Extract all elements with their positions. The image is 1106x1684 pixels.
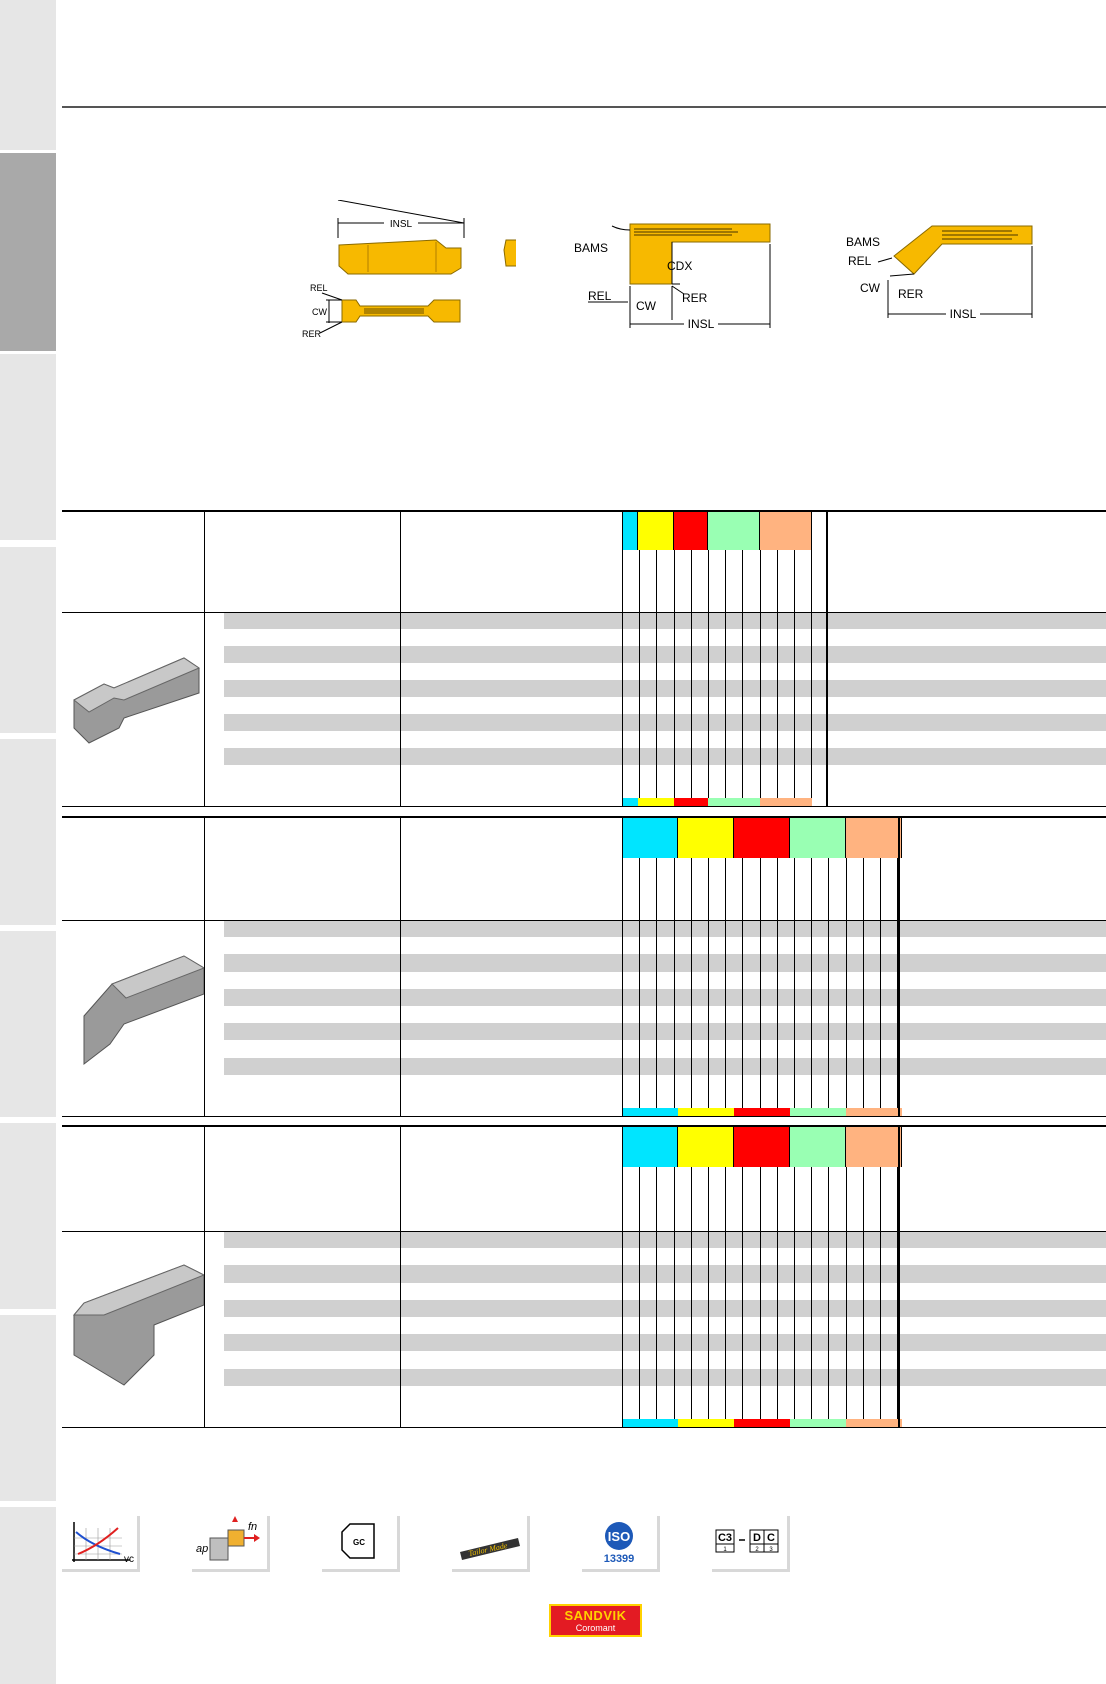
feature-icons-row (62, 1516, 862, 1576)
tailor-made-icon[interactable] (452, 1516, 530, 1572)
c3-label: C3 (717, 1532, 733, 1544)
d-label: D (753, 1532, 761, 1544)
t2-iso-K-header (734, 818, 790, 858)
t3-iso-M-header (678, 1127, 734, 1167)
t2-grade-column-line (691, 858, 692, 1108)
t1-iso-N-header (708, 512, 760, 550)
t3-header-rule (62, 1231, 1106, 1232)
t3-iso-P-header (622, 1127, 678, 1167)
t2-iso-P-header (622, 818, 678, 858)
t3-grade-column-line (656, 1167, 657, 1419)
t1-grade-column-line (639, 550, 640, 798)
t3-iso-N-header (790, 1127, 846, 1167)
side-tab-4[interactable] (0, 547, 56, 733)
t1-iso-N-footer (708, 798, 760, 806)
d3-cw-label: CW (860, 281, 880, 295)
side-tab-3[interactable] (0, 354, 56, 540)
t1-table-row (224, 646, 1106, 663)
t3-grade-column-line (880, 1167, 881, 1419)
t2-table-row (224, 954, 1106, 971)
t2-table-row (224, 989, 1106, 1006)
t2-grade-column-line (777, 858, 778, 1108)
t2-grade-column-line (708, 858, 709, 1108)
t2-table-row (224, 1023, 1106, 1040)
t2-iso-M-header (678, 818, 734, 858)
sandvik-coromant-logo (549, 1604, 642, 1637)
t1-grade-area-right (826, 510, 828, 806)
ap-label: ap (196, 1543, 209, 1555)
t2-table-row (224, 1040, 1106, 1057)
c3-dc-icon[interactable] (712, 1516, 790, 1572)
t1-grade-column-line (691, 550, 692, 798)
t1-grade-column-line (742, 550, 743, 798)
d2-bams-label: BAMS (574, 241, 609, 255)
t1-grade-column-line (674, 550, 675, 798)
logo-sub: Coromant (575, 1622, 616, 1633)
d3-rer-label: RER (898, 287, 924, 301)
insert-table-1 (62, 510, 1106, 815)
t2-column-separator (400, 816, 401, 1116)
t3-grade-column-line (639, 1167, 640, 1419)
t1-table-row (224, 629, 1106, 646)
t2-grade-column-line (656, 858, 657, 1108)
insert-table-2 (62, 816, 1106, 1124)
t2-header-rule (62, 920, 1106, 921)
t3-iso-N-footer (790, 1419, 846, 1427)
t1-iso-P-footer (622, 798, 638, 806)
insert-diagram-l-shape (572, 200, 782, 340)
t3-bottom-rule (62, 1427, 1106, 1428)
t1-column-separator (400, 510, 401, 806)
t1-table-row (224, 731, 1106, 748)
vc-label: vc (124, 1554, 134, 1565)
t3-grade-column-line (742, 1167, 743, 1419)
d2-cdx-label: CDX (667, 259, 693, 273)
iso-label: ISO (607, 1529, 631, 1544)
t3-column-separator (204, 1125, 205, 1427)
t3-grade-area-left (622, 1125, 623, 1427)
t2-iso-S-footer (846, 1108, 902, 1116)
t1-bottom-rule (62, 806, 1106, 807)
t1-iso-M-footer (638, 798, 674, 806)
t2-grade-column-line (639, 858, 640, 1108)
d3-rel-label: REL (848, 254, 872, 268)
d1-rel-label: REL (310, 283, 328, 293)
t1-iso-P-header (622, 512, 638, 550)
t3-grade-column-line (777, 1167, 778, 1419)
t2-grade-column-line (880, 858, 881, 1108)
t1-grade-column-line (708, 550, 709, 798)
gc-label: GC (353, 1538, 365, 1547)
d2-rel-label: REL (588, 289, 612, 303)
t1-iso-M-header (638, 512, 674, 550)
t2-iso-N-header (790, 818, 846, 858)
t3-iso-M-footer (678, 1419, 734, 1427)
t1-grade-column-line (656, 550, 657, 798)
t1-table-row (224, 663, 1106, 680)
t2-iso-M-footer (678, 1108, 734, 1116)
t3-iso-K-footer (734, 1419, 790, 1427)
side-tab-6[interactable] (0, 931, 56, 1117)
t2-iso-K-footer (734, 1108, 790, 1116)
t1-grade-area-left (622, 510, 623, 806)
t3-table-row (224, 1386, 1106, 1403)
t1-table-row (224, 612, 1106, 629)
t2-iso-P-footer (622, 1108, 678, 1116)
t3-table-row (224, 1317, 1106, 1334)
d2-insl-label: INSL (687, 317, 715, 331)
t2-grade-column-line (742, 858, 743, 1108)
t2-grade-column-line (863, 858, 864, 1108)
d3-insl-label: INSL (949, 307, 977, 321)
d3-bams-label: BAMS (846, 235, 881, 249)
insert-diagram-angled (842, 200, 1042, 325)
t2-column-separator (204, 816, 205, 1116)
t3-table-row (224, 1300, 1106, 1317)
t3-table-row (224, 1283, 1106, 1300)
t1-table-row (224, 714, 1106, 731)
n1-label: 1 (723, 1547, 727, 1553)
t3-grade-column-line (708, 1167, 709, 1419)
header-rule (62, 106, 1106, 108)
t3-grade-column-line (811, 1167, 812, 1419)
t1-iso-S-header (760, 512, 812, 550)
fn-label: fn (248, 1521, 258, 1533)
n2-label: 2 (755, 1547, 759, 1553)
insert-diagram-straight (296, 200, 516, 345)
d2-cw-label: CW (636, 299, 656, 313)
t2-table-row (224, 937, 1106, 954)
t2-table-row (224, 920, 1106, 937)
t1-iso-K-footer (674, 798, 708, 806)
d1-cw-label: CW (312, 307, 327, 317)
side-tab-5[interactable] (0, 739, 56, 925)
insert-image-angled (64, 934, 204, 1089)
side-tab-8[interactable] (0, 1315, 56, 1501)
t1-grade-column-line (777, 550, 778, 798)
t2-table-row (224, 1058, 1106, 1075)
t2-grade-column-line (760, 858, 761, 1108)
t3-grade-column-line (691, 1167, 692, 1419)
side-tab-1[interactable] (0, 0, 56, 150)
t1-iso-K-header (674, 512, 708, 550)
insert-image-l-shape (64, 1245, 204, 1400)
t3-grade-column-line (863, 1167, 864, 1419)
t3-grade-column-line (794, 1167, 795, 1419)
t2-bottom-rule (62, 1116, 1106, 1117)
t3-iso-S-footer (846, 1419, 902, 1427)
t3-table-row (224, 1265, 1106, 1282)
t1-top-rule (62, 510, 1106, 512)
t1-grade-column-line (794, 550, 795, 798)
t2-grade-column-line (846, 858, 847, 1108)
t2-iso-N-footer (790, 1108, 846, 1116)
t2-grade-column-line (674, 858, 675, 1108)
t3-table-row (224, 1231, 1106, 1248)
t1-header-rule (62, 612, 1106, 613)
iso-number-label: 13399 (603, 1553, 635, 1565)
insert-table-3 (62, 1125, 1106, 1435)
t1-grade-column-line (760, 550, 761, 798)
t1-grade-column-line (725, 550, 726, 798)
t3-table-row (224, 1248, 1106, 1265)
d1-insl-label: INSL (389, 219, 413, 230)
t2-table-row (224, 972, 1106, 989)
t1-table-row (224, 697, 1106, 714)
side-tab-7[interactable] (0, 1123, 56, 1309)
t3-grade-column-line (828, 1167, 829, 1419)
t1-column-separator (204, 510, 205, 806)
side-tab-2-active[interactable] (0, 153, 56, 351)
t2-grade-column-line (828, 858, 829, 1108)
side-tab-9[interactable] (0, 1507, 56, 1684)
t3-table-row (224, 1334, 1106, 1351)
t2-grade-area-right (898, 816, 900, 1116)
t2-iso-S-header (846, 818, 902, 858)
grade-gc-icon[interactable] (322, 1516, 400, 1572)
t2-table-row (224, 1075, 1106, 1092)
cutting-data-chart-icon[interactable] (62, 1516, 140, 1572)
t2-top-rule (62, 816, 1106, 818)
iso-13399-icon[interactable] (582, 1516, 660, 1572)
t3-table-row (224, 1351, 1106, 1368)
t2-grade-area-left (622, 816, 623, 1116)
t1-iso-S-footer (760, 798, 812, 806)
insert-image-straight (64, 628, 204, 783)
t3-column-separator (400, 1125, 401, 1427)
t3-iso-K-header (734, 1127, 790, 1167)
t3-top-rule (62, 1125, 1106, 1127)
t3-grade-column-line (846, 1167, 847, 1419)
t3-grade-area-right (898, 1125, 900, 1427)
t2-table-row (224, 1006, 1106, 1023)
t3-grade-column-line (725, 1167, 726, 1419)
c-label: C (767, 1532, 775, 1544)
logo-brand: SANDVIK (564, 1607, 627, 1623)
t2-grade-column-line (725, 858, 726, 1108)
t2-grade-column-line (811, 858, 812, 1108)
n3-label: 3 (769, 1547, 773, 1553)
section-side-tabs (0, 0, 56, 1684)
t1-table-row (224, 748, 1106, 765)
t3-table-row (224, 1369, 1106, 1386)
t1-grade-column-line (811, 550, 812, 798)
t3-iso-S-header (846, 1127, 902, 1167)
t3-grade-column-line (760, 1167, 761, 1419)
t2-grade-column-line (794, 858, 795, 1108)
tailor-made-label: Tailor Made (467, 1541, 509, 1559)
t3-grade-column-line (674, 1167, 675, 1419)
depth-feed-icon[interactable] (192, 1516, 270, 1572)
d1-rer-label: RER (302, 329, 322, 339)
t1-table-row (224, 765, 1106, 782)
d2-rer-label: RER (682, 291, 708, 305)
t1-table-row (224, 680, 1106, 697)
t3-iso-P-footer (622, 1419, 678, 1427)
